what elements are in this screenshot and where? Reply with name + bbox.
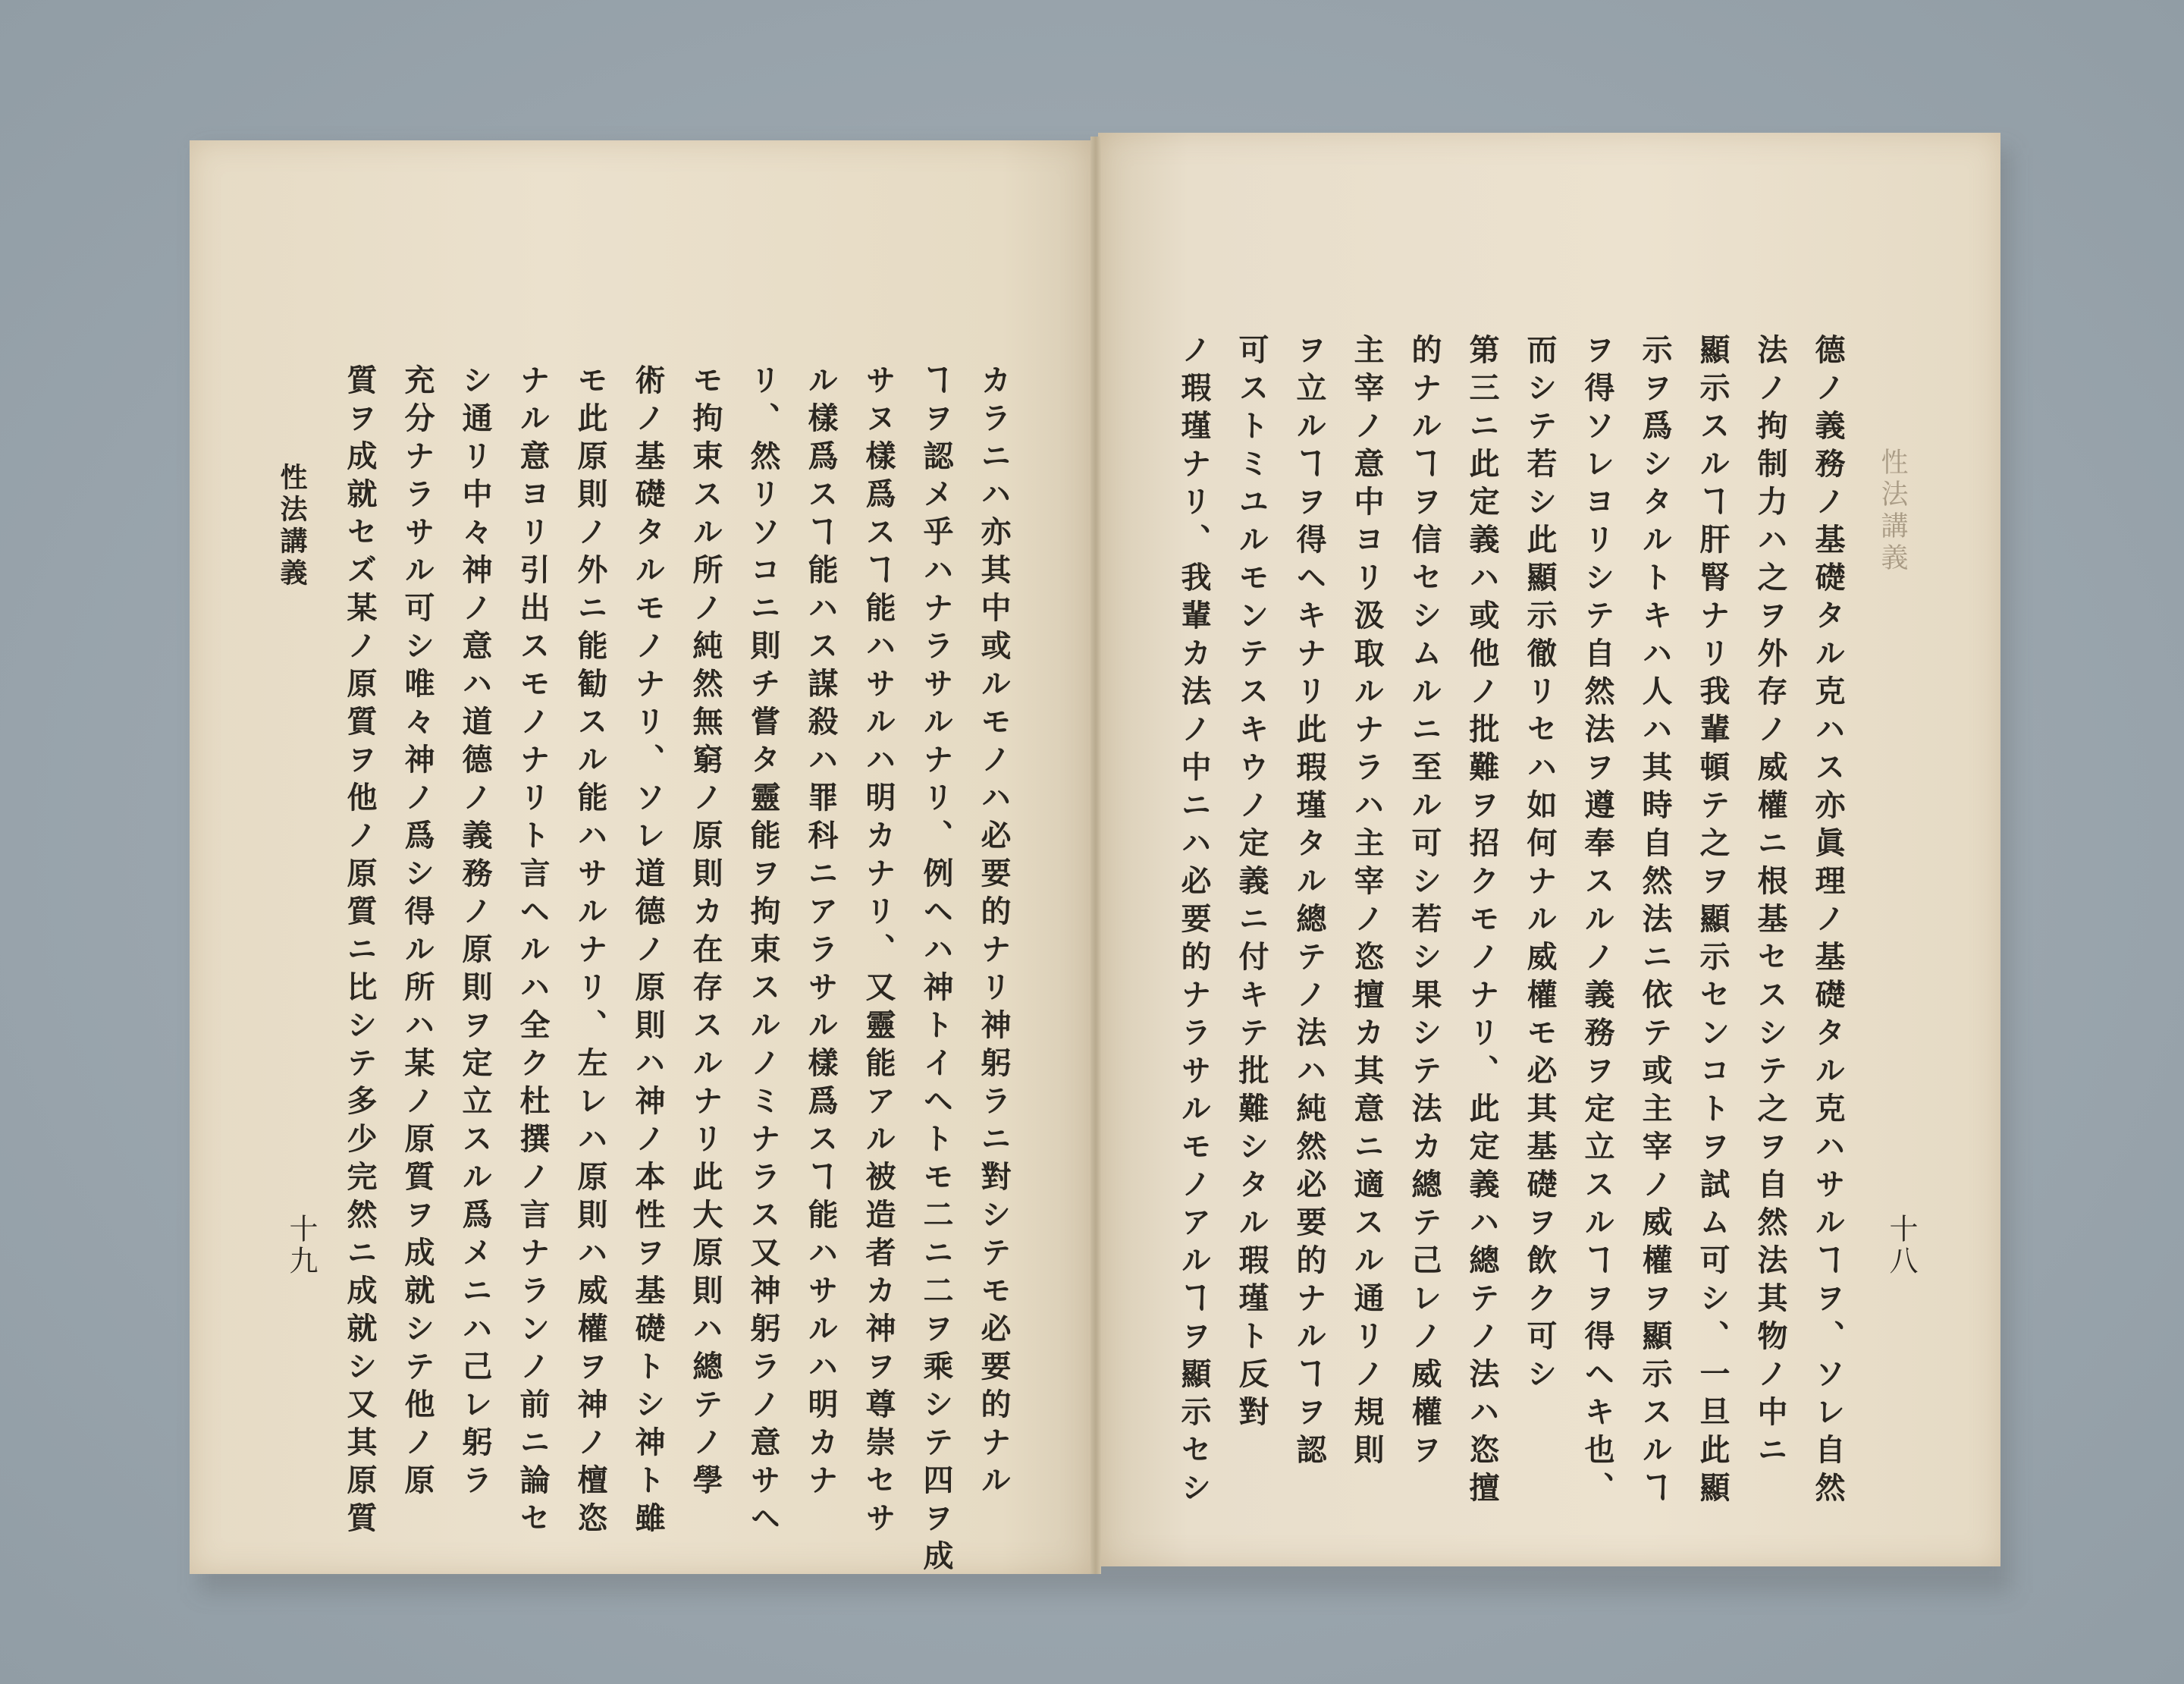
right-page-column: 德ノ義務ノ基礎タル克ハス亦眞理ノ基礎タル克ハサルヿヲ、ソレ自然	[1810, 334, 1846, 1510]
right-page-column: 第三ニ此定義ハ或他ノ批難ヲ招クモノナリ、此定義ハ總テノ法ハ恣擅	[1464, 334, 1500, 1510]
left-folio: 十九	[284, 1214, 318, 1277]
right-page-column: ノ瑕瑾ナリ、我輩カ法ノ中ニハ必要的ナラサルモノアルヿヲ顯示セシ	[1176, 334, 1212, 1510]
right-page-column: 可ストミユルモンテスキウノ定義ニ付キテ批難シタル瑕瑾ト反對	[1234, 334, 1269, 1434]
right-folio: 十八	[1884, 1214, 1918, 1277]
right-page-column: 顯示スルヿ肝腎ナリ我輩頓テ之ヲ顯示センコトヲ試ム可シ、一旦此顯	[1695, 334, 1731, 1510]
left-page-column: サヌ樣爲スヿ能ハサルハ明カナリ、又靈能アル被造者カ神ヲ尊崇セサ	[861, 364, 896, 1540]
left-page-column: モ此原則ノ外ニ能勧スル能ハサルナリ、左レハ原則ハ威權ヲ神ノ檀恣	[573, 364, 608, 1540]
right-page-column: ヲ立ルヿヲ得ヘキナリ此瑕瑾タル總テノ法ハ純然必要的ナルヿヲ認	[1291, 334, 1327, 1472]
left-page-column: モ拘束スル所ノ純然無窮ノ原則カ在存スルナリ此大原則ハ總テノ學	[688, 364, 723, 1502]
left-page-column: リ、然リソコニ則チ嘗タ靈能ヲ拘束スルノミナラス又神躬ラノ意サヘ	[745, 364, 781, 1540]
left-page-column: 充分ナラサル可シ唯々神ノ爲シ得ル所ハ某ノ原質ヲ成就シテ他ノ原	[400, 364, 435, 1502]
right-running-head: 性法講義	[1877, 448, 1908, 575]
right-page-column: 的ナルヿヲ信セシムルニ至ル可シ若シ果シテ法カ總テ己レノ威權ヲ	[1407, 334, 1442, 1472]
right-page-column: ヲ得ソレヨリシテ自然法ヲ遵奉スルノ義務ヲ定立スルヿヲ得ヘキ也、	[1580, 334, 1615, 1510]
left-page-column: カラニハ亦其中或ルモノハ必要的ナリ神躬ラニ對シテモ必要的ナル	[976, 364, 1012, 1502]
left-page-column: ル樣爲スヿ能ハス謀殺ハ罪科ニアラサル樣爲スヿ能ハサルハ明カナ	[803, 364, 839, 1502]
left-page-column: ナル意ヨリ引出スモノナリト言ヘルハ全ク杜撰ノ言ナランノ前ニ論セ	[515, 364, 551, 1540]
left-page-column: 術ノ基礎タルモノナリ、ソレ道德ノ原則ハ神ノ本性ヲ基礎トシ神ト雖	[630, 364, 666, 1540]
right-page-column: 法ノ拘制力ハ之ヲ外存ノ威權ニ根基セスシテ之ヲ自然法其物ノ中ニ	[1753, 334, 1788, 1472]
left-page-column: ヿヲ認メ乎ハナラサルナリ、例ヘハ神トイヘトモ二ニ二ヲ乘シテ四ヲ成	[918, 364, 954, 1578]
right-page-column: 而シテ若シ此顯示徹リセハ如何ナル威權モ必其基礎ヲ飲ク可シ	[1522, 334, 1558, 1396]
right-page-column: 示ヲ爲シタルトキハ人ハ其時自然法ニ依テ或主宰ノ威權ヲ顯示スルヿ	[1637, 334, 1673, 1510]
left-page-column: 質ヲ成就セズ某ノ原質ヲ他ノ原質ニ比シテ多少完然ニ成就シ又其原質	[342, 364, 378, 1540]
book-gutter	[1090, 137, 1101, 1574]
right-page-column: 主宰ノ意中ヨリ汲取ルナラハ主宰ノ恣擅カ其意ニ適スル通リノ規則	[1349, 334, 1385, 1472]
left-page-column: シ通リ中々神ノ意ハ道德ノ義務ノ原則ヲ定立スル爲メニハ己レ躬ラ	[457, 364, 493, 1502]
left-running-head: 性法講義	[276, 463, 308, 590]
